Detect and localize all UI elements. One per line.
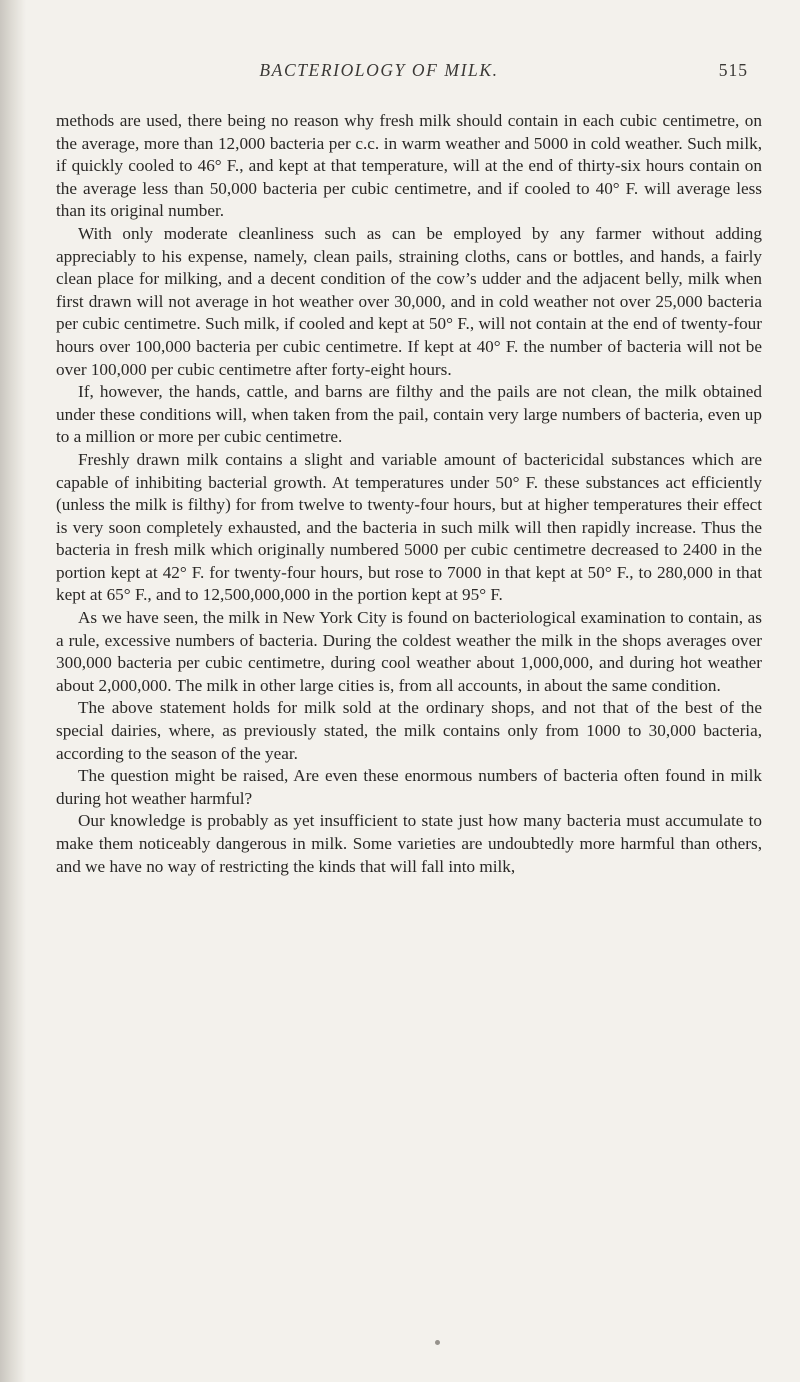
paragraph-bactericidal-substances: Freshly drawn milk contains a slight and variable amount of bactericidal substances which are capable of inhibiting bacterial growth. At temperatures under 50° F. these substances act efficiently (unless the milk is filthy) for from twelve to twenty-four hours, but at higher temperatures their effect is very soon completely exhausted, and the bacteria in such milk will then rapidly increase. Thus the bacteria in fresh milk which originally numbered 5000 per cubic centimetre decreased to 2400 in the portion kept at 42° F. for twenty-four hours, but rose to 7000 in that kept at 50° F., to 280,000 in that kept at 65° F., and to 12,500,000,000 in the portion kept at 95° F. (56, 449, 762, 605)
page-number: 515 (718, 60, 748, 80)
paragraph-new-york-milk: As we have seen, the milk in New York City is found on bacteriological examination to contain, as a rule, excessive numbers of bacteria. During the coldest weather the milk in the shops averages over 300,000 bacteria per cubic centimetre, during cool weather about 1,000,000, and during hot weather about 2,000,000. The milk in other large cities is, from all accounts, in about the same condition. (56, 608, 762, 695)
running-header (0, 60, 800, 90)
body-text (56, 110, 762, 878)
paragraph-cleanliness: With only moderate cleanliness such as can be employed by any farmer without adding appreciably to his expense, namely, clean pails, straining cloths, cans or bottles, and hands, a fairly clean place for milking, and a decent condition of the cow’s udder and the adjacent belly, milk when first drawn will not average in hot weather over 30,000, and in cold weather not over 25,000 bacteria per cubic centimetre. Such milk, if cooled and kept at 50° F., will not contain at the end of twenty-four hours over 100,000 bacteria per cubic centimetre. If kept at 40° F. the number of bacteria will not be over 100,000 per cubic centimetre after forty-eight hours. (56, 223, 762, 379)
paragraph-knowledge: Our knowledge is probably as yet insufficient to state just how many bacteria must accumulate to make them noticeably dangerous in milk. Some varieties are undoubtedly more harmful than others, and we have no way of restricting the kinds that will fall into milk, (56, 811, 762, 876)
ink-speck (435, 1340, 440, 1345)
paragraph-special-dairies: The above statement holds for milk sold at the ordinary shops, and not that of the best of the special dairies, where, as previously stated, the milk contains only from 1000 to 30,000 bacteria, according to the season of the year. (56, 698, 762, 763)
running-title: BACTERIOLOGY OF MILK. (259, 60, 499, 80)
paragraph-continuation: methods are used, there being no reason why fresh milk should contain in each cubic centimetre, on the average, more than 12,000 bacteria per c.c. in warm weather and 5000 in cold weather. Such milk, if quickly cooled to 46° F., and kept at that temperature, will at the end of thirty-six hours contain on the average less than 50,000 bacteria per cubic centimetre, and if cooled to 40° F. will average less than its original number. (56, 111, 762, 221)
paragraph-filthy-conditions: If, however, the hands, cattle, and barns are filthy and the pails are not clean, the milk obtained under these conditions will, when taken from the pail, contain very large numbers of bacteria, even up to a million or more per cubic centimetre. (56, 382, 762, 447)
paragraph-question: The question might be raised, Are even these enormous numbers of bacteria often found in milk during hot weather harmful? (56, 766, 762, 808)
binding-shadow (0, 0, 26, 1382)
